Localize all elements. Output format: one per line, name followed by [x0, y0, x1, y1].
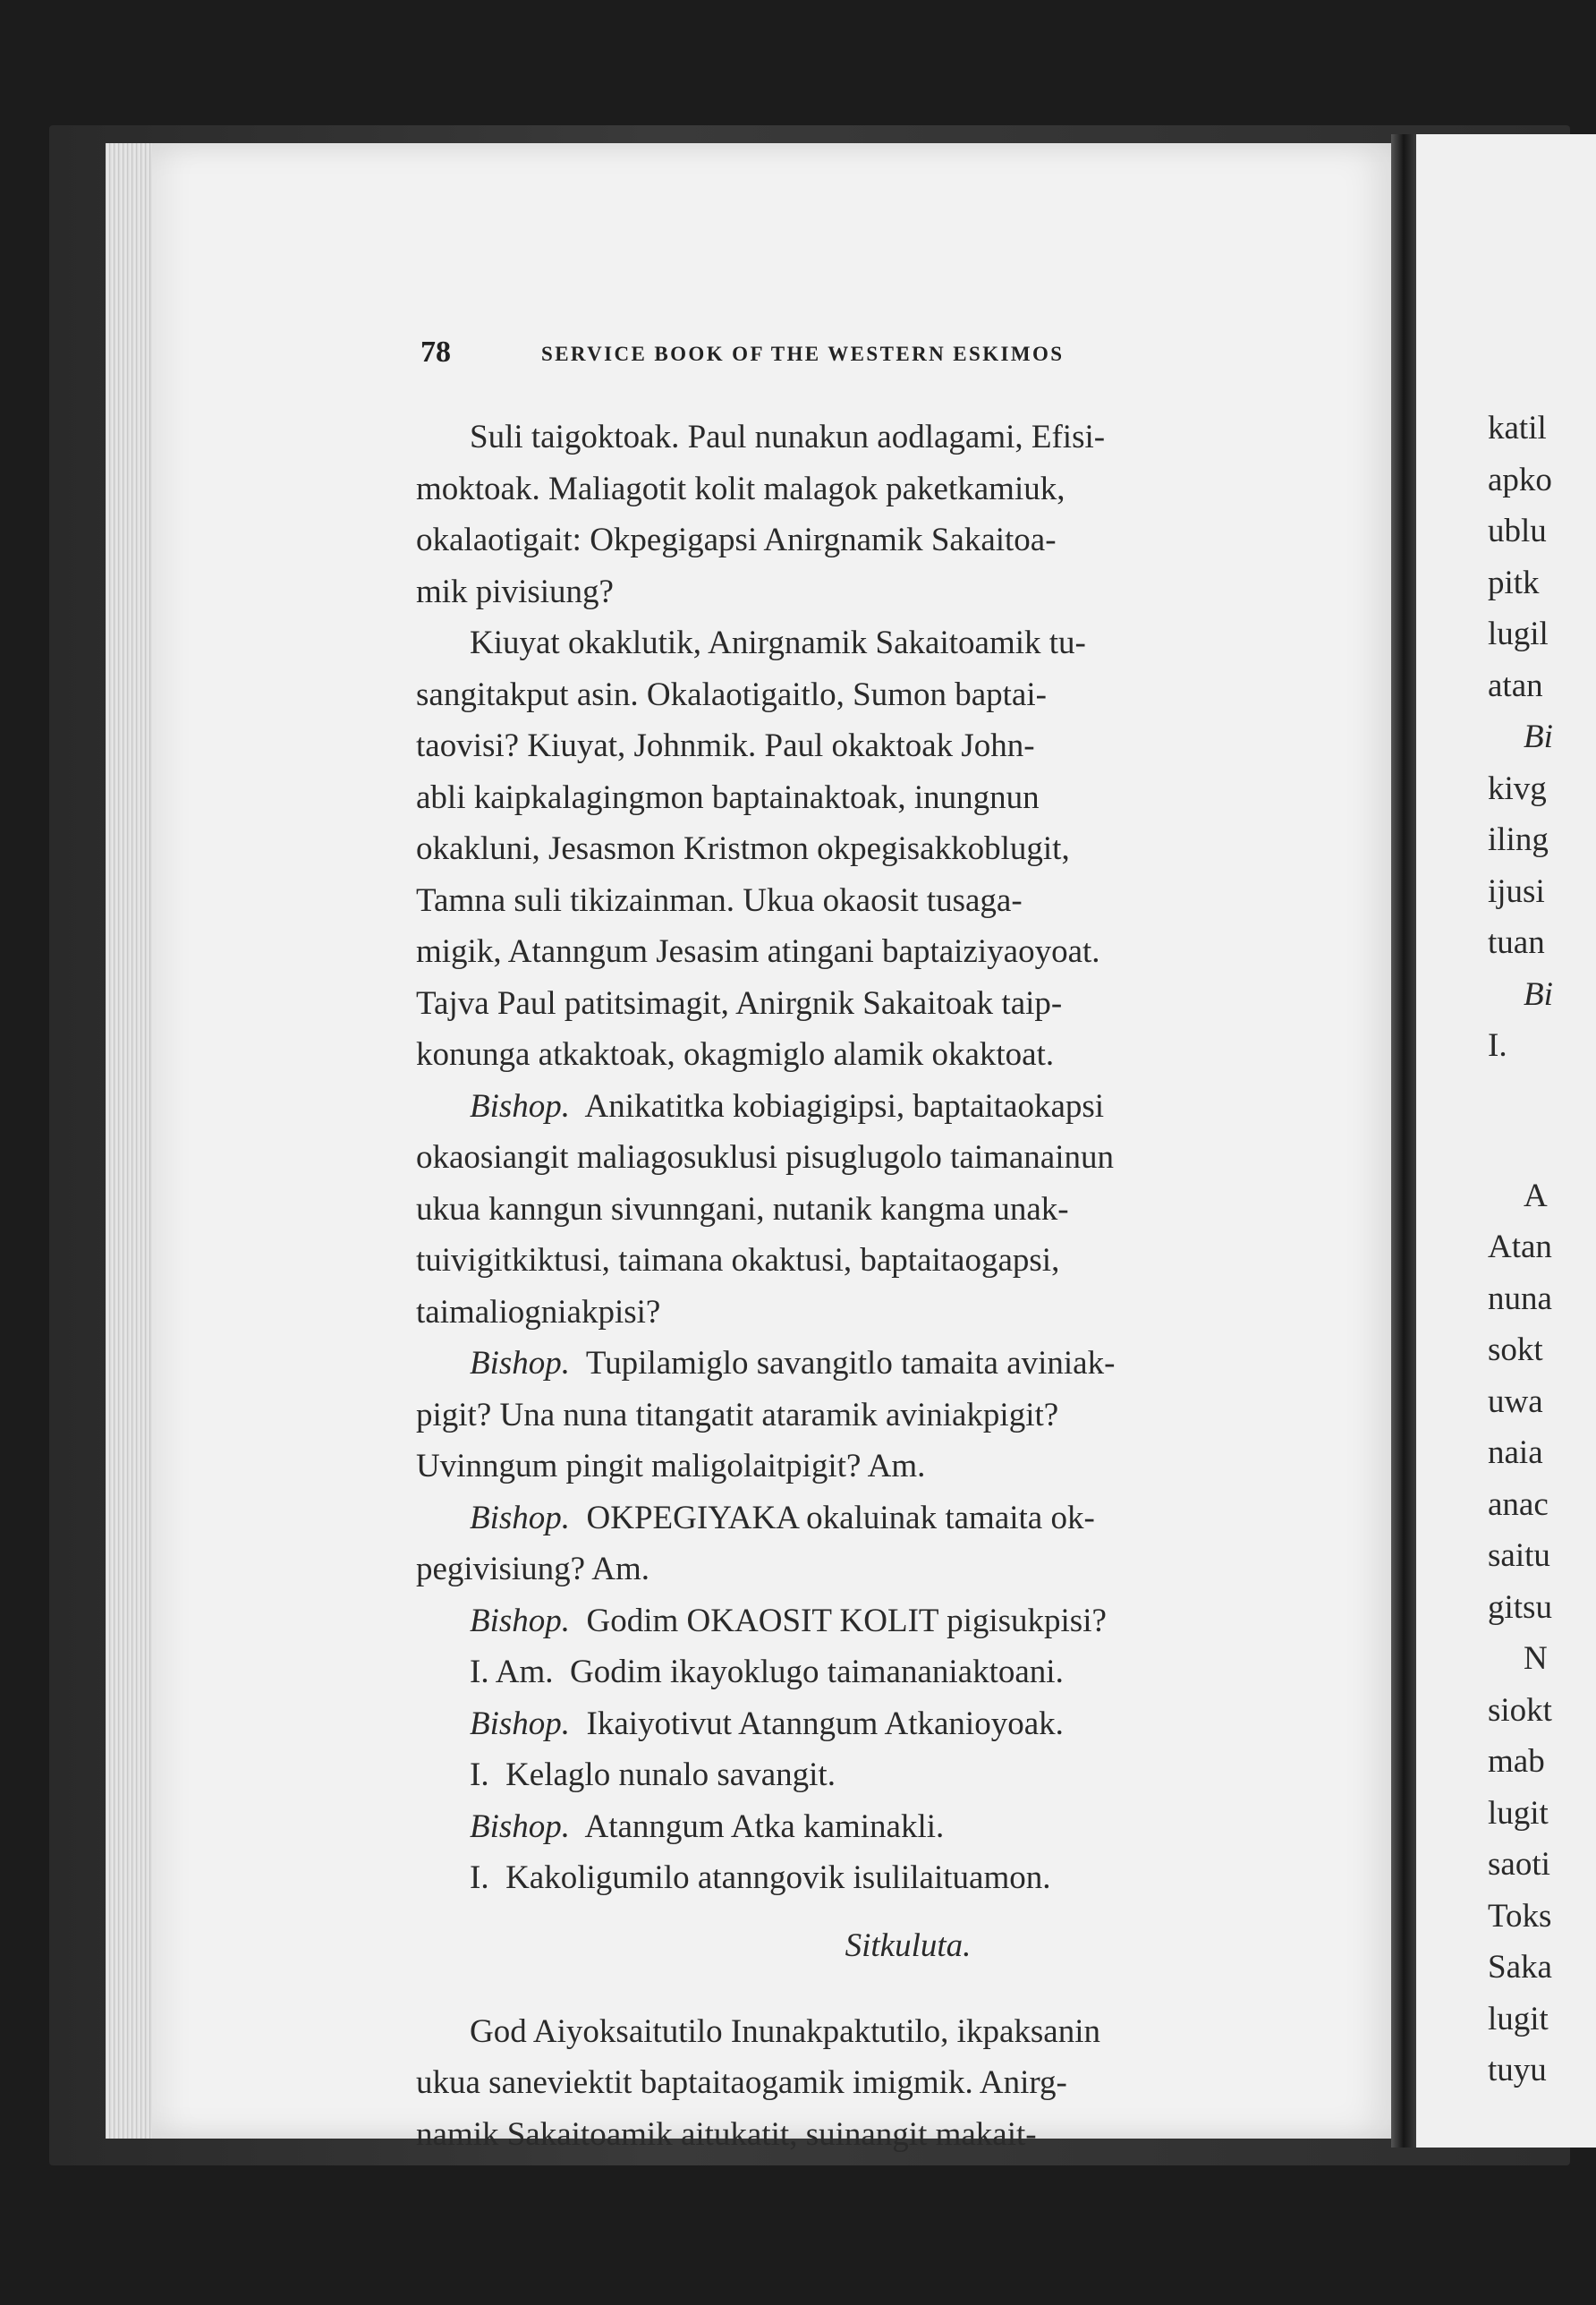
response-line: [416, 1801, 1364, 1853]
text-line: taovisi? Kiuyat, Johnmik. Paul okaktoak John-: [416, 727, 1035, 764]
response-line: [416, 1595, 1364, 1647]
speaker-rubric: Bishop.: [470, 1499, 571, 1536]
text-line: pigit? Una nuna titangatit ataramik aviniakpigit?: [416, 1396, 1059, 1433]
response-line: [416, 1646, 1364, 1698]
facing-page-line: Bi: [1524, 719, 1553, 755]
facing-block-b: [1488, 711, 1553, 969]
response-text: Ikaiyotivut Atanngum Atkanioyoak.: [570, 1705, 1064, 1742]
text-line: tuivigitkiktusi, taimana okaktusi, baptaitaogapsi,: [416, 1242, 1060, 1279]
text-line: [416, 1081, 1364, 1133]
facing-block-d: [1488, 1170, 1553, 1634]
facing-page-line: anac: [1488, 1485, 1549, 1523]
facing-page-line: nuna: [1488, 1280, 1552, 1317]
text-line: [416, 1493, 1364, 1544]
facing-page-text: [1488, 403, 1553, 2097]
text-line: taimaliogniakpisi?: [416, 1293, 661, 1331]
paragraph-1: [416, 412, 1364, 617]
facing-page-line: Toks: [1488, 1897, 1552, 1935]
facing-page-line: Bi: [1524, 975, 1553, 1013]
response-line: [416, 1852, 1364, 1904]
facing-page-line: Atan: [1488, 1229, 1552, 1265]
facing-page-line: saoti: [1488, 1846, 1550, 1883]
facing-page-line: saitu: [1488, 1537, 1550, 1574]
facing-page-line: ijusi: [1488, 872, 1545, 910]
facing-page-line: A: [1524, 1177, 1548, 1214]
paragraph-3: [416, 1081, 1364, 1339]
facing-page-line: apko: [1488, 461, 1552, 498]
response-text: Atanngum Atka kaminakli.: [570, 1807, 945, 1845]
facing-page-line: iling: [1488, 821, 1549, 858]
facing-page-line: lugit: [1488, 1794, 1549, 1832]
speaker-rubric: Bishop.: [470, 1807, 571, 1845]
text-line: sangitakput asin. Okalaotigaitlo, Sumon baptai-: [416, 676, 1047, 713]
text-line: ukua saneviektit baptaitaogamik imigmik. Anirg-: [416, 2064, 1067, 2101]
paragraph-5: [416, 1493, 1364, 1595]
text-line: okalaotigait: Okpegigapsi Anirgnamik Sakaitoa-: [416, 522, 1057, 558]
page-body: [416, 412, 1364, 2160]
responses: [416, 1595, 1364, 1904]
right-page: [1416, 134, 1596, 2148]
text-line: mik pivisiung?: [416, 573, 614, 610]
facing-page-line: sokt: [1488, 1331, 1543, 1368]
response-text: Godim ikayoklugo taimananiaktoani.: [553, 1654, 1064, 1690]
text-line: Tamna suli tikizainman. Ukua okaosit tusaga-: [416, 881, 1023, 919]
paragraph-6: [416, 2006, 1364, 2161]
facing-page-line: uwa: [1488, 1382, 1543, 1420]
facing-page-line: lugit: [1488, 2000, 1549, 2037]
facing-page-line: tuyu: [1488, 2052, 1547, 2088]
paragraph-2: [416, 617, 1364, 1081]
page-header-title: SERVICE BOOK OF THE WESTERN ESKIMOS: [541, 343, 1065, 365]
facing-page-line: pitk: [1488, 564, 1540, 601]
facing-page-line: gitsu: [1488, 1588, 1552, 1626]
text-line: abli kaipkalagingmon baptainaktoak, inungnun: [416, 778, 1040, 816]
text-line: ukua kanngun sivunngani, nutanik kangma unak-: [416, 1190, 1069, 1228]
section-heading: Sitkuluta.: [845, 1927, 972, 1964]
facing-page-line: siokt: [1488, 1691, 1552, 1729]
text-line: okaosiangit maliagosuklusi pisuglugolo taimanainun: [416, 1139, 1114, 1176]
speaker-rubric: Bishop.: [470, 1705, 571, 1742]
text-line: namik Sakaitoamik aitukatit, suinangit makait-: [416, 2115, 1037, 2153]
facing-page-line: Saka: [1488, 1949, 1552, 1986]
facing-page-line: I.: [1488, 1027, 1507, 1064]
facing-page-line: lugil: [1488, 616, 1549, 652]
facing-page-line: N: [1524, 1640, 1548, 1677]
text-line: Tajva Paul patitsimagit, Anirgnik Sakaitoak taip-: [416, 984, 1063, 1022]
response-line: [416, 1749, 1364, 1801]
text-line: moktoak. Maliagotit kolit malagok paketkamiuk,: [416, 470, 1065, 507]
speaker-rubric: Bishop.: [470, 1087, 571, 1125]
facing-block-e: [1488, 1633, 1553, 2097]
text-line: God Aiyoksaitutilo Inunakpaktutilo, ikpaksanin: [470, 2012, 1100, 2050]
text-line: pegivisiung? Am.: [416, 1551, 650, 1587]
facing-page-line: naia: [1488, 1434, 1543, 1471]
response-text: Kelaglo nunalo savangit.: [488, 1756, 836, 1793]
text-line: Kiuyat okaklutik, Anirgnamik Sakaitoamik tu-: [470, 625, 1086, 661]
line-text: OKPEGIYAKA okaluinak tamaita ok-: [570, 1499, 1095, 1536]
response-text: Kakoligumilo atanngovik isulilaituamon.: [488, 1859, 1051, 1896]
speaker-rubric: Bishop.: [470, 1602, 571, 1639]
speaker-rubric: Bishop.: [470, 1345, 571, 1382]
line-text: Anikatitka kobiagigipsi, baptaitaokapsi: [570, 1087, 1105, 1125]
speaker-label: I.: [470, 1859, 489, 1896]
text-line: migik, Atanngum Jesasim atingani baptaiziyaoyoat.: [416, 933, 1100, 970]
response-text: Godim OKAOSIT KOLIT pigisukpisi?: [570, 1602, 1107, 1639]
facing-block-c: [1488, 969, 1553, 1072]
facing-page-line: tuan: [1488, 924, 1545, 961]
text-line: konunga atkaktoak, okagmiglo alamik okaktoat.: [416, 1036, 1055, 1073]
facing-page-line: kivg: [1488, 770, 1547, 807]
text-line: Suli taigoktoak. Paul nunakun aodlagami, Efisi-: [470, 419, 1106, 455]
text-line: [416, 1338, 1364, 1390]
facing-page-line: mab: [1488, 1743, 1545, 1780]
text-line: okakluni, Jesasmon Kristmon okpegisakkoblugit,: [416, 830, 1070, 867]
facing-gap: [1488, 1072, 1553, 1170]
text-line: Uvinngum pingit maligolaitpigit? Am.: [416, 1448, 926, 1484]
facing-block-a: [1488, 403, 1553, 711]
speaker-label: I.: [470, 1756, 489, 1793]
response-line: [416, 1698, 1364, 1750]
facing-page-line: atan: [1488, 667, 1543, 704]
running-head: [420, 336, 1226, 371]
paragraph-4: [416, 1338, 1364, 1493]
page-number: 78: [420, 336, 451, 369]
facing-page-line: katil: [1488, 410, 1547, 447]
facing-page-line: ublu: [1488, 513, 1547, 549]
page-edges: [106, 143, 159, 2139]
book-gutter: [1391, 134, 1416, 2148]
line-text: Tupilamiglo savangitlo tamaita aviniak-: [570, 1345, 1116, 1382]
speaker-label: I. Am.: [470, 1654, 554, 1690]
